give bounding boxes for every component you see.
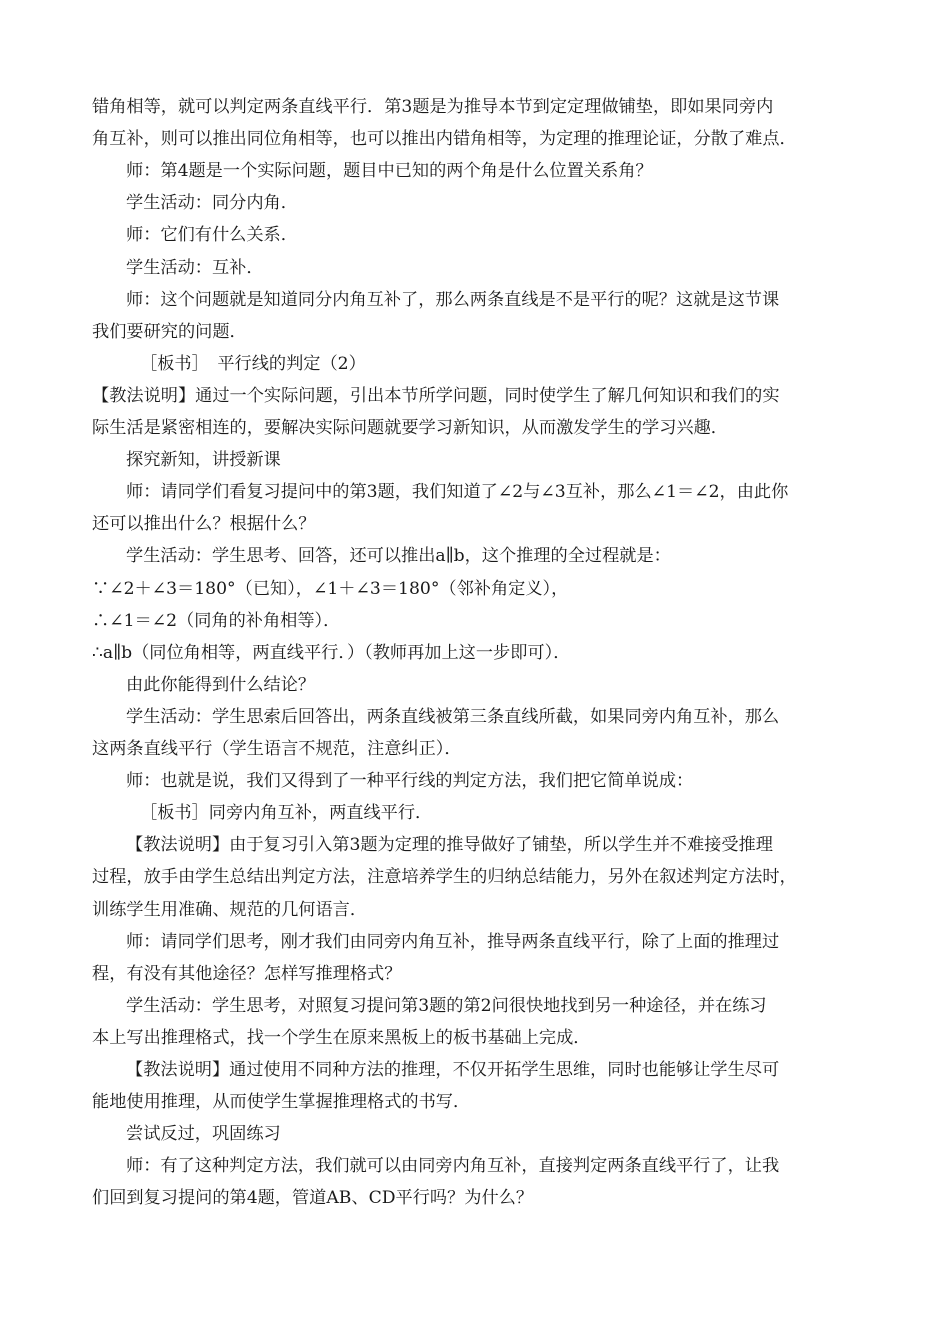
text-line: 际生活是紧密相连的，要解决实际问题就要学习新知识，从而激发学生的学习兴趣． (92, 418, 728, 438)
text-line: ∴a∥b（同位角相等，两直线平行．）（教师再加上这一步即可）． (92, 642, 571, 663)
text-line: 学生活动：互补． (126, 257, 264, 278)
text-line: 师：请同学们看复习提问中的第3题，我们知道了∠2与∠3互补，那么∠1＝∠2，由此你 (126, 482, 789, 503)
text-line: 尝试反过，巩固练习 (126, 1124, 281, 1145)
text-line: ［板书］ 平行线的判定（2） (140, 353, 366, 374)
text-line: 师：也就是说，我们又得到了一种平行线的判定方法，我们把它简单说成： (126, 771, 694, 792)
text-line: ∴∠1＝∠2（同角的补角相等）． (92, 610, 341, 631)
text-line: 我们要研究的问题． (92, 321, 247, 342)
text-line: 错角相等，就可以判定两条直线平行．第3题是为推导本节到定定理做铺垫，即如果同旁内 (92, 97, 774, 117)
text-line: 师：第4题是一个实际问题，题目中已知的两个角是什么位置关系角？ (126, 161, 653, 182)
text-line: 【教法说明】通过使用不同种方法的推理，不仅开拓学生思维，同时也能够让学生尽可 (126, 1060, 780, 1080)
text-line: 过程，放手由学生总结出判定方法，注意培养学生的归纳总结能力，另外在叙述判定方法时， (92, 867, 797, 888)
text-line: 学生活动：学生思考，对照复习提问第3题的第2问很快地找到另一种途径，并在练习 (126, 995, 767, 1016)
text-line: 能地使用推理，从而使学生掌握推理格式的书写． (92, 1092, 471, 1113)
text-line: 探究新知，讲授新课 (126, 450, 281, 471)
text-line: 还可以推出什么？根据什么？ (92, 514, 316, 535)
text-line: ∵∠2＋∠3＝180°（已知），∠1＋∠3＝180°（邻补角定义）， (92, 578, 569, 599)
text-line: 这两条直线平行（学生语言不规范，注意纠正）． (92, 739, 462, 759)
text-line: 师：请同学们思考，刚才我们由同旁内角互补，推导两条直线平行，除了上面的推理过 (126, 931, 780, 952)
text-line: 师：它们有什么关系． (126, 225, 298, 246)
text-line: 程，有没有其他途径？怎样写推理格式？ (92, 963, 402, 984)
text-line: 本上写出推理格式，找一个学生在原来黑板上的板书基础上完成． (92, 1027, 591, 1048)
text-line: 们回到复习提问的第4题，管道AB、CD平行吗？为什么？ (92, 1188, 534, 1209)
text-line: 由此你能得到什么结论？ (126, 674, 316, 695)
text-line: 师：有了这种判定方法，我们就可以由同旁内角互补，直接判定两条直线平行了，让我 (126, 1156, 780, 1177)
text-line: 学生活动：同分内角． (126, 193, 298, 214)
text-line: 【教法说明】通过一个实际问题，引出本节所学问题，同时使学生了解几何知识和我们的实 (92, 385, 780, 406)
text-line: 训练学生用准确、规范的几何语言． (92, 899, 368, 920)
text-line: 学生活动：学生思索后回答出，两条直线被第三条直线所截，如果同旁内角互补，那么 (126, 706, 780, 727)
text-line: ［板书］同旁内角互补，两直线平行． (140, 803, 433, 824)
text-line: 师：这个问题就是知道同分内角互补了，那么两条直线是不是平行的呢？这就是这节课 (126, 289, 780, 310)
text-line: 【教法说明】由于复习引入第3题为定理的推导做好了铺垫，所以学生并不难接受推理 (126, 835, 773, 856)
text-line: 学生活动：学生思考、回答，还可以推出a∥b，这个推理的全过程就是： (126, 546, 671, 567)
text-line: 角互补，则可以推出同位角相等，也可以推出内错角相等，为定理的推理论证，分散了难点． (92, 129, 797, 150)
